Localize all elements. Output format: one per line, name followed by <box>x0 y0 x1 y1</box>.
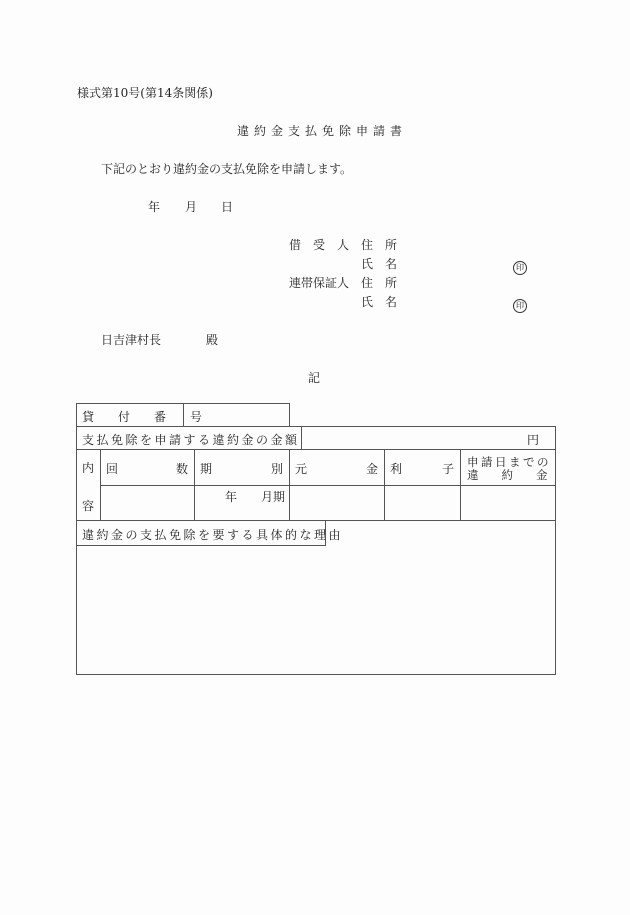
borrower-name-label: 氏 名 <box>361 257 398 271</box>
penalty-input[interactable] <box>460 485 556 521</box>
borrower-label: 借 受 人 <box>289 238 350 252</box>
form-number: 様式第10号(第14条関係) <box>77 86 213 100</box>
amount-input[interactable] <box>301 426 556 450</box>
date-year: 年 <box>148 200 161 214</box>
header-principal-left: 元 <box>295 462 308 476</box>
reason-label: 違約金の支払免除を要する具体的な理由 <box>82 528 344 542</box>
header-penalty-line1: 申請日までの <box>467 455 551 469</box>
amount-label: 支払免除を申請する違約金の金額 <box>82 433 300 447</box>
amount-unit: 円 <box>526 433 539 447</box>
guarantor-name-label: 氏 名 <box>361 295 398 309</box>
guarantor-label: 連帯保証人 <box>289 276 350 290</box>
header-count-right: 数 <box>175 462 188 476</box>
content-label-bottom: 容 <box>82 499 95 513</box>
borrower-address-label: 住 所 <box>361 238 398 252</box>
header-period <box>194 449 290 486</box>
period-input[interactable] <box>194 485 290 521</box>
header-interest-right: 子 <box>441 462 454 476</box>
addressee-name: 日吉津村長 <box>101 333 162 347</box>
header-period-right: 別 <box>270 462 283 476</box>
header-principal-right: 金 <box>365 462 378 476</box>
header-count <box>100 449 195 486</box>
header-count-left: 回 <box>106 462 119 476</box>
borrower-seal-icon: 印 <box>513 255 527 275</box>
loan-number-label-cell <box>76 403 209 427</box>
header-penalty-line2: 違 約 金 <box>467 468 548 482</box>
intro-text: 下記のとおり違約金の支払免除を申請します。 <box>101 162 353 176</box>
content-label-cell <box>76 449 101 521</box>
guarantor-seal-icon: 印 <box>513 293 527 313</box>
date-month: 月 <box>185 200 198 214</box>
guarantor-address-label: 住 所 <box>361 276 398 290</box>
document-title: 違約金支払免除申請書 <box>237 124 408 138</box>
content-label-top: 内 <box>82 461 95 475</box>
header-period-left: 期 <box>200 462 213 476</box>
reason-label-cell <box>76 520 344 546</box>
ki-heading: 記 <box>308 371 321 385</box>
count-input[interactable] <box>100 485 195 521</box>
amount-label-cell <box>76 426 302 450</box>
header-penalty <box>460 449 556 486</box>
header-principal <box>289 449 385 486</box>
date-day: 日 <box>221 200 234 214</box>
loan-number-input[interactable] <box>183 403 290 427</box>
loan-number-label: 貸 付 番 号 <box>82 410 209 424</box>
header-interest <box>384 449 461 486</box>
addressee-honorific: 殿 <box>206 333 219 347</box>
period-value: 年 月期 <box>225 490 286 504</box>
header-interest-left: 利 <box>390 462 403 476</box>
principal-input[interactable] <box>289 485 385 521</box>
interest-input[interactable] <box>384 485 461 521</box>
